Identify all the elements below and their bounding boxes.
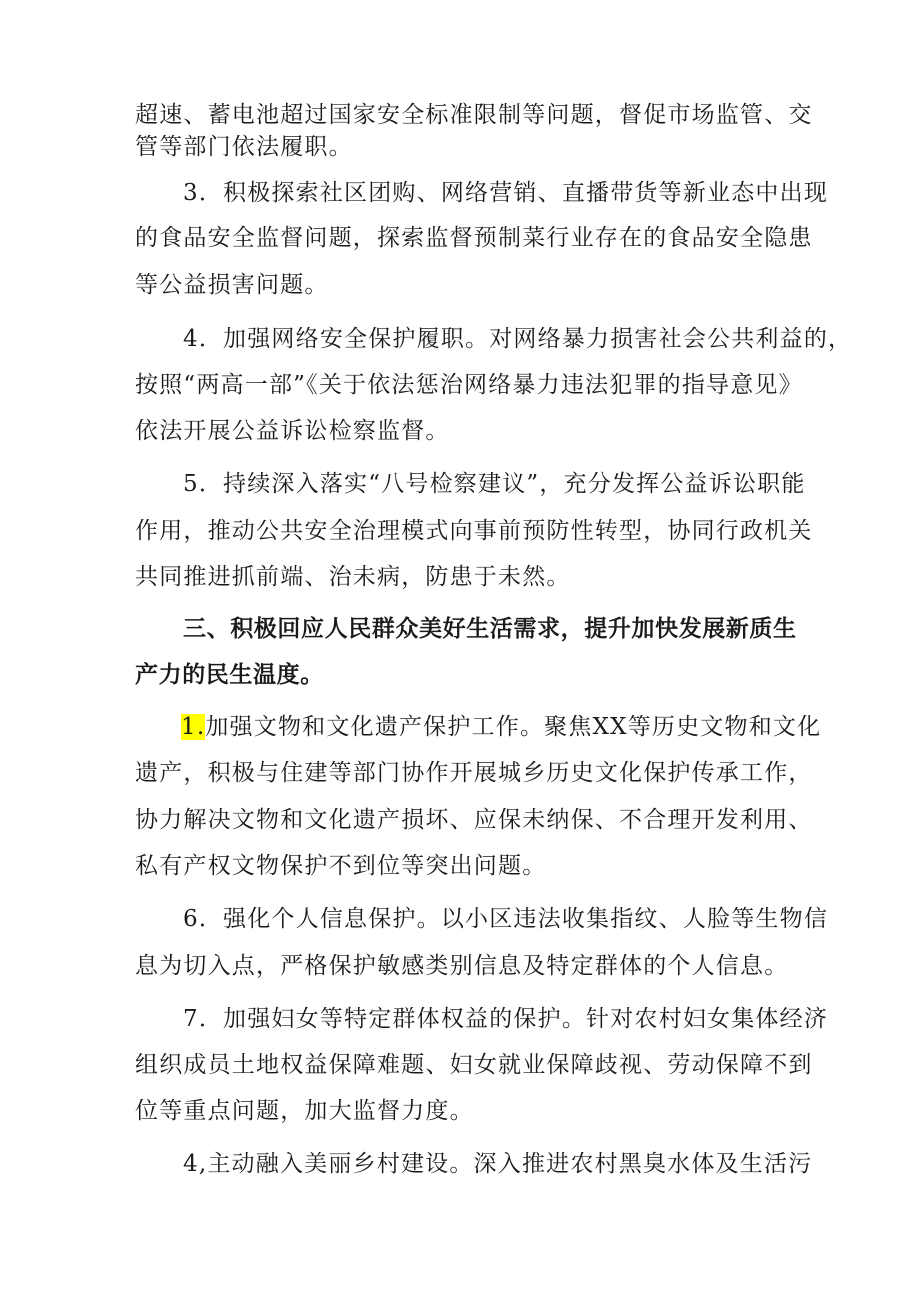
- item-3-line: 等公益损害问题。: [135, 272, 329, 298]
- item-5-line: 作用，推动公共安全治理模式向事前预防性转型，协同行政机关: [135, 518, 813, 544]
- item-1-line: 协力解决文物和文化遗产损坏、应保未纳保、不合理开发利用、: [135, 807, 813, 833]
- item-7-line: 位等重点问题，加大监督力度。: [135, 1098, 474, 1124]
- item-1-line: 遗产，积极与住建等部门协作开展城乡历史文化保护传承工作，: [135, 760, 813, 786]
- item-4-line: 按照“两高一部”《关于依法惩治网络暴力违法犯罪的指导意见》: [135, 372, 803, 398]
- item-3-line: 3．积极探索社区团购、网络营销、直播带货等新业态中出现: [183, 180, 829, 206]
- paragraph-continuation-line: 超速、蓄电池超过国家安全标准限制等问题，督促市场监管、交: [135, 102, 813, 128]
- item-6-line: 6．强化个人信息保护。以小区违法收集指纹、人脸等生物信: [183, 906, 829, 932]
- item-7-line: 组织成员土地权益保障难题、妇女就业保障歧视、劳动保障不到: [135, 1052, 813, 1078]
- item-5-line: 5．持续深入落实“八号检察建议”，充分发挥公益诉讼职能: [183, 471, 806, 497]
- item-1-line: 私有产权文物保护不到位等突出问题。: [135, 853, 547, 879]
- item-4-line: 依法开展公益诉讼检察监督。: [135, 418, 450, 444]
- section-heading: 三、积极回应人民群众美好生活需求，提升加快发展新质生: [183, 616, 797, 642]
- item-5-line: 共同推进抓前端、治未病，防患于未然。: [135, 564, 571, 590]
- item-7-line: 7．加强妇女等特定群体权益的保护。针对农村妇女集体经济: [183, 1006, 829, 1032]
- item-4b-line: 4,主动融入美丽乡村建设。深入推进农村黑臭水体及生活污: [183, 1151, 813, 1177]
- item-4-line: 4．加强网络安全保护履职。对网络暴力损害社会公共利益的，: [183, 326, 853, 352]
- highlighted-number: 1.: [181, 714, 206, 740]
- item-1-line: [181, 712, 821, 742]
- paragraph-continuation-line: 管等部门依法履职。: [135, 134, 353, 160]
- item-3-line: 的食品安全监督问题，探索监督预制菜行业存在的食品安全隐患: [135, 225, 813, 251]
- item-6-line: 息为切入点，严格保护敏感类别信息及特定群体的个人信息。: [135, 953, 789, 979]
- item-1-text: 加强文物和文化遗产保护工作。聚焦XX等历史文物和文化: [205, 714, 822, 740]
- section-heading: 产力的民生温度。: [135, 662, 324, 688]
